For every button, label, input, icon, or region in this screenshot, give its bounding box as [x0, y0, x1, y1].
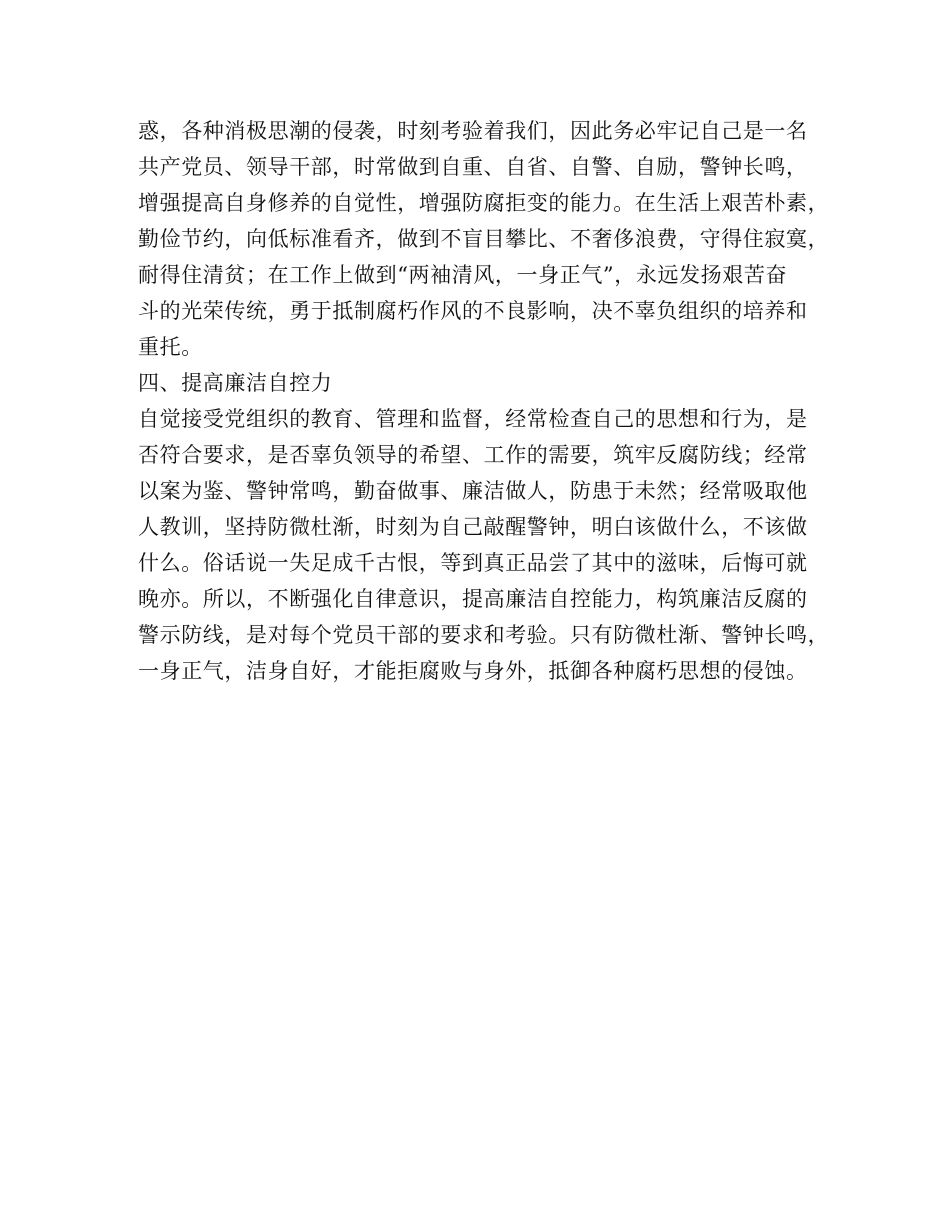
paragraph-line: 自觉接受党组织的教育、管理和监督，经常检查自己的思想和行为，是 — [138, 407, 808, 431]
document-body — [138, 113, 838, 689]
paragraph-line: 增强提高自身修养的自觉性，增强防腐拒变的能力。在生活上艰苦朴素， — [138, 191, 830, 215]
paragraph-line: 一身正气，洁身自好，才能拒腐败与身外，抵御各种腐朽思想的侵蚀。 — [138, 659, 808, 683]
paragraph-line: 勤俭节约，向低标准看齐，做到不盲目攀比、不奢侈浪费，守得住寂寞， — [138, 227, 830, 251]
paragraph-line: 以案为鉴、警钟常鸣，勤奋做事、廉洁做人，防患于未然；经常吸取他 — [138, 479, 808, 503]
paragraph-line: 耐得住清贫；在工作上做到“两袖清风，一身正气”，永远发扬艰苦奋 — [138, 263, 788, 287]
paragraph-line: 人教训，坚持防微杜渐，时刻为自己敲醒警钟，明白该做什么，不该做 — [138, 515, 808, 539]
paragraph-line: 警示防线，是对每个党员干部的要求和考验。只有防微杜渐、警钟长鸣， — [138, 623, 830, 647]
paragraph-line: 斗的光荣传统，勇于抵制腐朽作风的不良影响，决不辜负组织的培养和 — [138, 299, 808, 323]
section-heading: 四、提高廉洁自控力 — [138, 371, 333, 395]
paragraph-line: 晚亦。所以，不断强化自律意识，提高廉洁自控能力，构筑廉洁反腐的 — [138, 587, 808, 611]
paragraph-line: 惑，各种消极思潮的侵袭，时刻考验着我们，因此务必牢记自己是一名 — [138, 119, 808, 143]
paragraph-line: 什么。俗话说一失足成千古恨，等到真正品尝了其中的滋味，后悔可就 — [138, 551, 808, 575]
paragraph-line: 重托。 — [138, 335, 203, 359]
paragraph-line: 共产党员、领导干部，时常做到自重、自省、自警、自励，警钟长鸣， — [138, 155, 808, 179]
paragraph-line: 否符合要求，是否辜负领导的希望、工作的需要，筑牢反腐防线；经常 — [138, 443, 808, 467]
